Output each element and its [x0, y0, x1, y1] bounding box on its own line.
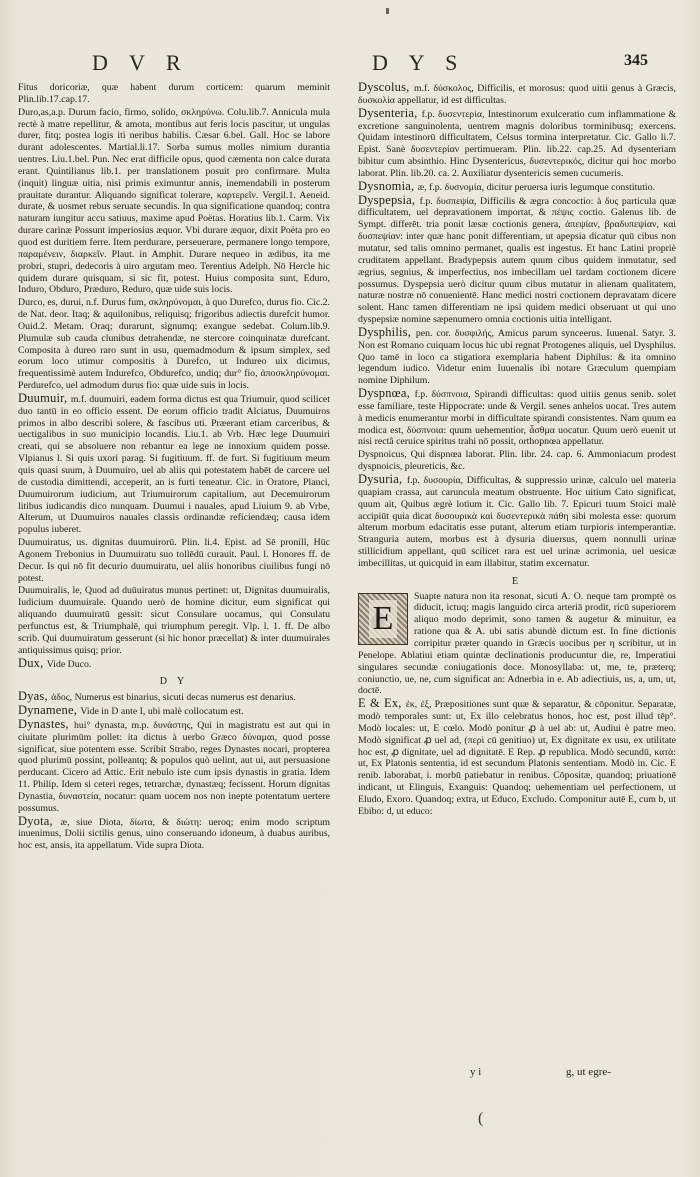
entry-text: Duumuiratus, us. dignitas duumuirorū. Plin. li.4. Epist. ad Sē pronill, Hūc Agonem Trebonius in Duumuiratu suo tollēdū curauit. Paul. l. Honores ff. de Decur. Is qui nō fit decurio duumuiratu, uel aliis honoribus ciuilibus fungi nō potest.	[18, 537, 330, 584]
running-head-right: D Y S	[372, 50, 466, 75]
dictionary-entry	[18, 107, 330, 297]
dictionary-entry	[358, 474, 676, 570]
headword: Duumuir,	[18, 390, 71, 405]
headword: Dynamene,	[18, 703, 81, 718]
dictionary-entry	[358, 82, 676, 107]
dictionary-entry	[358, 192, 676, 326]
right-column	[358, 82, 676, 1102]
dictionary-entry	[18, 716, 330, 815]
entry-text: m.f. δύσκολος, Difficilis, et morosus: quod uitii genus à Græcis, δυσκολία appellatur, id est difficultas.	[358, 83, 676, 106]
entry-text: f.p. δύσπνοια, Spirandi difficultas: quod uitiis genus senib. solet esse familiare, teste Hippocrate: unde & Vergil. senes anhelos uocat. Tres autem à medicis enumerantur morbi in difficultate spirandi consistentes. Nam quum ea modica est, δύσπνοια: quum uehementior, ἆσθμα uocatur. Quum uerò euenit ut nisi rectâ ceruice spiritus trahi nō possit, orthopnœa appellatur.	[358, 389, 676, 448]
dictionary-entry	[358, 105, 676, 180]
headword: Dynastes,	[18, 716, 74, 731]
dictionary-entry	[18, 813, 330, 853]
headword: Dysnomia,	[358, 178, 418, 193]
entry-text: ἐκ, ἐξ, Præpositiones sunt quæ & separatur, & cōponitur. Separatæ, modò temporales sunt: ut, Ex illo celebratus honos, hoc est, post illud tēp°. Modò locales: ut, E cœlo. Modò ponitur ꝓ à uel ab: ut, Audiui è patre meo. Modò significat ꝓ uel ad, (περὶ cū genitiuo) ut, Ex dignitate ex usu, ex utilitate hoc est, ꝓ dignitate, uel ad dignitatē. E Rep. ꝓ republica. Modò secundū, κατὰ: ut, Ex Platonis sententia, id est secundum Platonis sententiam. Modò in. Cic. E renib. laborabat, i. morbū patiebatur in renibus. Cōpositæ, quandoq; priuationē indicant, ut Elinguis, Exanguis: Quandoq; uehementiam uel perfectionem, ut Eludo, Exoro. Quandoq; extra, ut Educo, Excludo. Componitur autē E, cum b, ut Ebibo: d, ut educo:	[358, 699, 676, 817]
entry-text: Duumuiralis, le, Quod ad duūuiratus munus pertinet: ut, Dignitas duumuiralis, Iudicium duumuirale. Quando uerò de homine dicitur, eum significat qui aliquando duumuiratū gessit: sicut Consulare uocamus, qui Consulatu perfunctus est, & Triumphalē, qui triumphum peregit. Vlp. l. 1. ff. De albo scrib. Qui duumuiratum gesserunt (si hic honor præcellat) & inter duumuirales antiquissimus quisq; prior.	[18, 585, 330, 656]
dictionary-entry	[358, 388, 676, 448]
dictionary-entry	[18, 297, 330, 392]
section-heading: D Y	[159, 676, 189, 688]
entry-text: m.f. duumuiri, eadem forma dictus est qua Triumuir, quod scilicet duo tantū in eo officio essent. De eorum officio tradit Alciatus, Duumuiros primos in albo describi solere, & fascibus uti. Præerant etiam carceribus, & uectigalibus in suo municipio locandis. Liu.1. ab Vrb. Hæc lege Duumuiri creati, qui se absoluere non rebantur ea lege ne innoxium quidem posse. Vlpianus l. Si quis uxori parag. Si fugitiuum. ff. de furt. Si fugitiuum meum quis quasi suum, à Duumuiro, uel ab aliis qui potestatem habēt de carcere uel de custodia dimittendi, acceperit, an is furti teneatur. Cic. in Oratore, Planci, Duumuirorum iudicium, aut Triumuirorum capitalium, aut Decemuirorum litibus iudicandis dico nunquam. Duumui i nauales, apud Liuium 9. ab Vrbe, Alterum, ut Duumuiros nauales classis ordinandæ reficiendæq; causa idem populus iuberet.	[18, 393, 330, 536]
entry-text: Vide Duco.	[46, 658, 92, 670]
decorated-initial	[358, 593, 408, 645]
entry-text: ἀδος, Numerus est binarius, sicuti decas numerus est denarius.	[51, 692, 296, 704]
entry-text: pen. cor. δυσφιλής, Amicus parum synceerus. Iuuenal. Satyr. 3. Non est Romano cuiquam locus hic ubi regnat Protogenes aliquis, uel Dysphilus. Quo tamē in loco ca stigatiora exemplaria habent Diphilus: & ita omnino legendum iudico. Videtur enim Iuuenalis ibi notare Græculum quempiam nomine Diphilum.	[358, 327, 676, 387]
dictionary-entry	[358, 324, 676, 387]
dictionary-entry	[18, 390, 330, 536]
dictionary-entry	[358, 449, 676, 473]
headword: E & Ex,	[358, 696, 406, 711]
catchword: g, ut egre-	[566, 1066, 611, 1078]
entry-text: hui° dynasta, m.p. δυνάστης, Qui in magistratu est aut qui in ciuitate plurimūm pollet: ita dictus à uerbo Græco δύναμαι, quod posse significat, siue potentem esse. Scribit Strabo, reges Dynastes nocari, propterea quod plurimū possint, polleantq; & populos quò uelint, aut ui, aut persuasione perducant. Cicero ad Attic. Erit nebulo iste cum ipsis dynastis in gratia. Idem 11. Philip. Idem si ceteri reges, tetrarchæ, dynastæq; fecissent. Horum dignitas Dynastia, δυναστεία, nocatur: quam uocem nos non inepte potentatum uertere possumus.	[18, 719, 330, 814]
headword: Dyspepsia,	[358, 192, 420, 207]
headword: Dyota,	[18, 813, 61, 828]
entry-text: Dyspnoicus, Qui dispnœa laborat. Plin. libr. 24. cap. 6. Ammoniacum prodest dyspnoicis, pleureticis, &c.	[358, 449, 676, 473]
ink-speck	[386, 8, 389, 14]
initial-letter: E	[369, 600, 398, 638]
entry-text: Durco, es, durui, n.f. Durus fum, σκληρύνομαι, à quo Durefco, durus fio. Cic.2. de Nat. deor. Itaq; & aquilonibus, reliquisq; frigoribus adiectis durefcit humor. Ouid.2. Metam. Oraq; durarunt, signumq; exangue sedebat. Colum.lib.9. Plumulæ sub cauda clunibus detrahendæ, ne stercore coinquinatæ durefcant. Composita à dureo raro sunt in usu, quemadmodum & ipsum simplex, sed eorum loco utimur compositis à Durefco, ut Indureo uix dicimus, frequentissimè autem Indurefco, Obdurefco, undiq; dur° fio, ἀποσκληρύνομαι. Perdurefco, uel admodum durus fio: quæ uide suis in locis.	[18, 297, 330, 392]
headword: Dysuria,	[358, 472, 407, 486]
section-heading: E	[511, 575, 523, 587]
entry-text: f.p. δυσουρία, Difficultas, & suppressio urinæ, calculo uel materia quapiam crassa, aut caruncula meatum obstruente. Hoc uitium Cato significat, quum ait, Quibus ægrè lotium it. Cic. Gallo lib. 7. Epicuri tuum Stoici malè accipiūt quia dicat δυσουρικὰ καὶ δυσεντερικὰ πάθη sibi molesta esse: quorum alterum morbum edacitatis esse putant, alterum etiam turpioris intemperantiæ. Stranguria autem, morbus est à dysuria diuersus, quem nonnulli urinæ stillicidium appellant, quū scilicet rara est uel urinæ acrimonia, uel uesicæ imbecillitas, ut quicquid in eam illabitur, statim excernatur.	[358, 475, 676, 569]
page-header	[0, 44, 700, 84]
entry-text: Suapte natura non ita resonat, sicuti A. O. neque tam promptè os diducit, ictuq; magis languido circa arteriā prodit, ricū superiorem aliquo modo deprimit, sono tamen & augetur & minuitur, ea ratione qua & A. ubi satis abundè dictum est. In fine dictionis corripitur præter quando in Græcis uocibus per η scribitur, ut in Penelope. Ablatiui etiam quintæ declinationis producuntur die, re, Imperatiui singulares secundæ coniugationis doce. Monosyllaba: ut, me, te, præterq; coniunctio, ue, ne, cum significat an: Adnerbia in e. Ab adiectiuis, us, a, um, ut, doctē.	[358, 590, 676, 697]
dictionary-entry	[18, 537, 330, 584]
dictionary-entry	[18, 655, 330, 671]
entry-text: Vide in D ante I, ubi malè collocatum est.	[80, 706, 244, 718]
entry-text: Duro,as,a.p. Durum facio, firmo, solido, σκληρύνω. Colu.lib.7. Annicula mula rectè à matre repellitur, & amota, montibus aut feris locis pascitur, ut ungulas durer, fitq; postea logis iti neribus habilis. Cæsar 6.bel. Gall. Hoc se labore durant adolescentes. Martial.li.17. Sorba sumus molles nimium durantia uentres. Liu.1.bel. Pun. Nec erat difficile opus, quod cæmenta non calce durata erant. Quintilianus lib.1. per translationem posuit pro confirmare. Multa (inquit) linguæ uitia, nisi primis eximuntur annis, inemendabili in posterum prauitate durantur. Aliquando significat tolerare, καρτερεῖν. Vergil.1. Aeneid. durate, & uosmet rebus seruate secundis. In qua significatione quandoq; contra naturam iungitur accu satiuus, maxime apud Poëtas. Horatius lib.1. Carm. Vix durare carinæ Possunt imperiosius æquor. Vbi durare æquor, dixit Poëta pro eo quod est duritiem ferre. Item perdurare, perseuerare, permanere longo tempore, παραμένειν, διαρκεῖν. Plaut. in Amphit. Durare nequeo in ædibus, ita me probri, stupri, dedecoris à uiro argutam meo. Terentius Adelph. Nō Hercle hic quidem durare quisquam, si sic fit, potest. Huius composita sunt, Eduro, Induro, Obduro, Præduro, Reduro, quæ uide suis locis.	[18, 106, 330, 296]
margin-mark: (	[478, 1110, 484, 1127]
headword: Dysphilis,	[358, 324, 416, 339]
running-head-left: D V R	[92, 50, 189, 75]
left-column	[18, 82, 330, 1102]
dictionary-entry	[18, 82, 330, 106]
headword: Dyscolus,	[358, 82, 414, 94]
headword: Dux,	[18, 655, 47, 670]
entry-text: æ, siue Diota, δίωτα, & διώτη: ueroq; enim modo scriptum inuenimus, Dolii sictilis genus, uino conseruando idoneum, à duabus auribus, hoc est, ansis, ita appellatum. Vide supra Diota.	[18, 816, 330, 852]
headword: Dyspnœa,	[358, 386, 415, 401]
entry-text: f.p. δυσεντερία, Intestinorum exulceratio cum inflammatione & excretione sanguinolenta, uentrem magnis doloribus torminibusq; exercens. Quidam intestinorū difficultatem, Celsus tormina interpretatur. Cic. Gallo li.7. Epist. Sanè δυσεντερίαν pertimueram. Plin. lib.22. cap.25. Ad dysenteriam bibitur cum absinthio. Hinc Dysentericus, δυσεντερικός, dicitur qui hoc morbo laborat. Plin. lib.20. ca. 2. Auxiliatur dysentericis semen cucumeris.	[358, 108, 676, 179]
page-number: 345	[624, 52, 648, 69]
dictionary-entry	[18, 585, 330, 656]
headword: Dyas,	[18, 689, 52, 704]
dictionary-entry	[358, 591, 676, 698]
signature-mark: y i	[470, 1066, 482, 1078]
entry-text: f.p. δυσπεψία, Difficilis & ægra concoctio: à δυς particula quæ difficultatem, uel depravationem importat, & πέψις coctio. Galenus lib. de Sympt. differēt. tria ponit læsæ coctionis genera, ἀπεψίαν, βραδυπεψίαν, καὶ δυσπεψίαν: inter quæ hanc ponit differentiam, ut apepsia dicatur quū cibus non mutatur, sed talis omnino permanet, qualis est ingestus. Et hanc Latini propriè cruditatem appellant. Bradypepsis autem quum cibus quidem inmutatur, sed ægrius, segnius, & imperfectius, nos imbecillam uel tardam coctionem dicere possumus. Dyspepsia uerò dicitur quum cibus mutatur in alienam qualitatem, naturæ nostræ nō conuenientē. Hanc medici nostri coctionem depravatam dicere solent. Hanc tamen differentiam ne ipsi quidem medici obseruant ut qui uno dyspepsiæ nomine sæpenumero omnia coctionis uitia intelligant.	[358, 195, 676, 326]
headword: Dysenteria,	[358, 105, 422, 120]
entry-text: Fitus doricoriæ, quæ habent durum corticem: quarum meminit Plin.lib.17.cap.17.	[18, 82, 330, 105]
entry-text: æ, f.p. δυσνομία, dicitur peruersa iuris legumque constitutio.	[417, 181, 655, 193]
dictionary-entry	[358, 698, 676, 817]
